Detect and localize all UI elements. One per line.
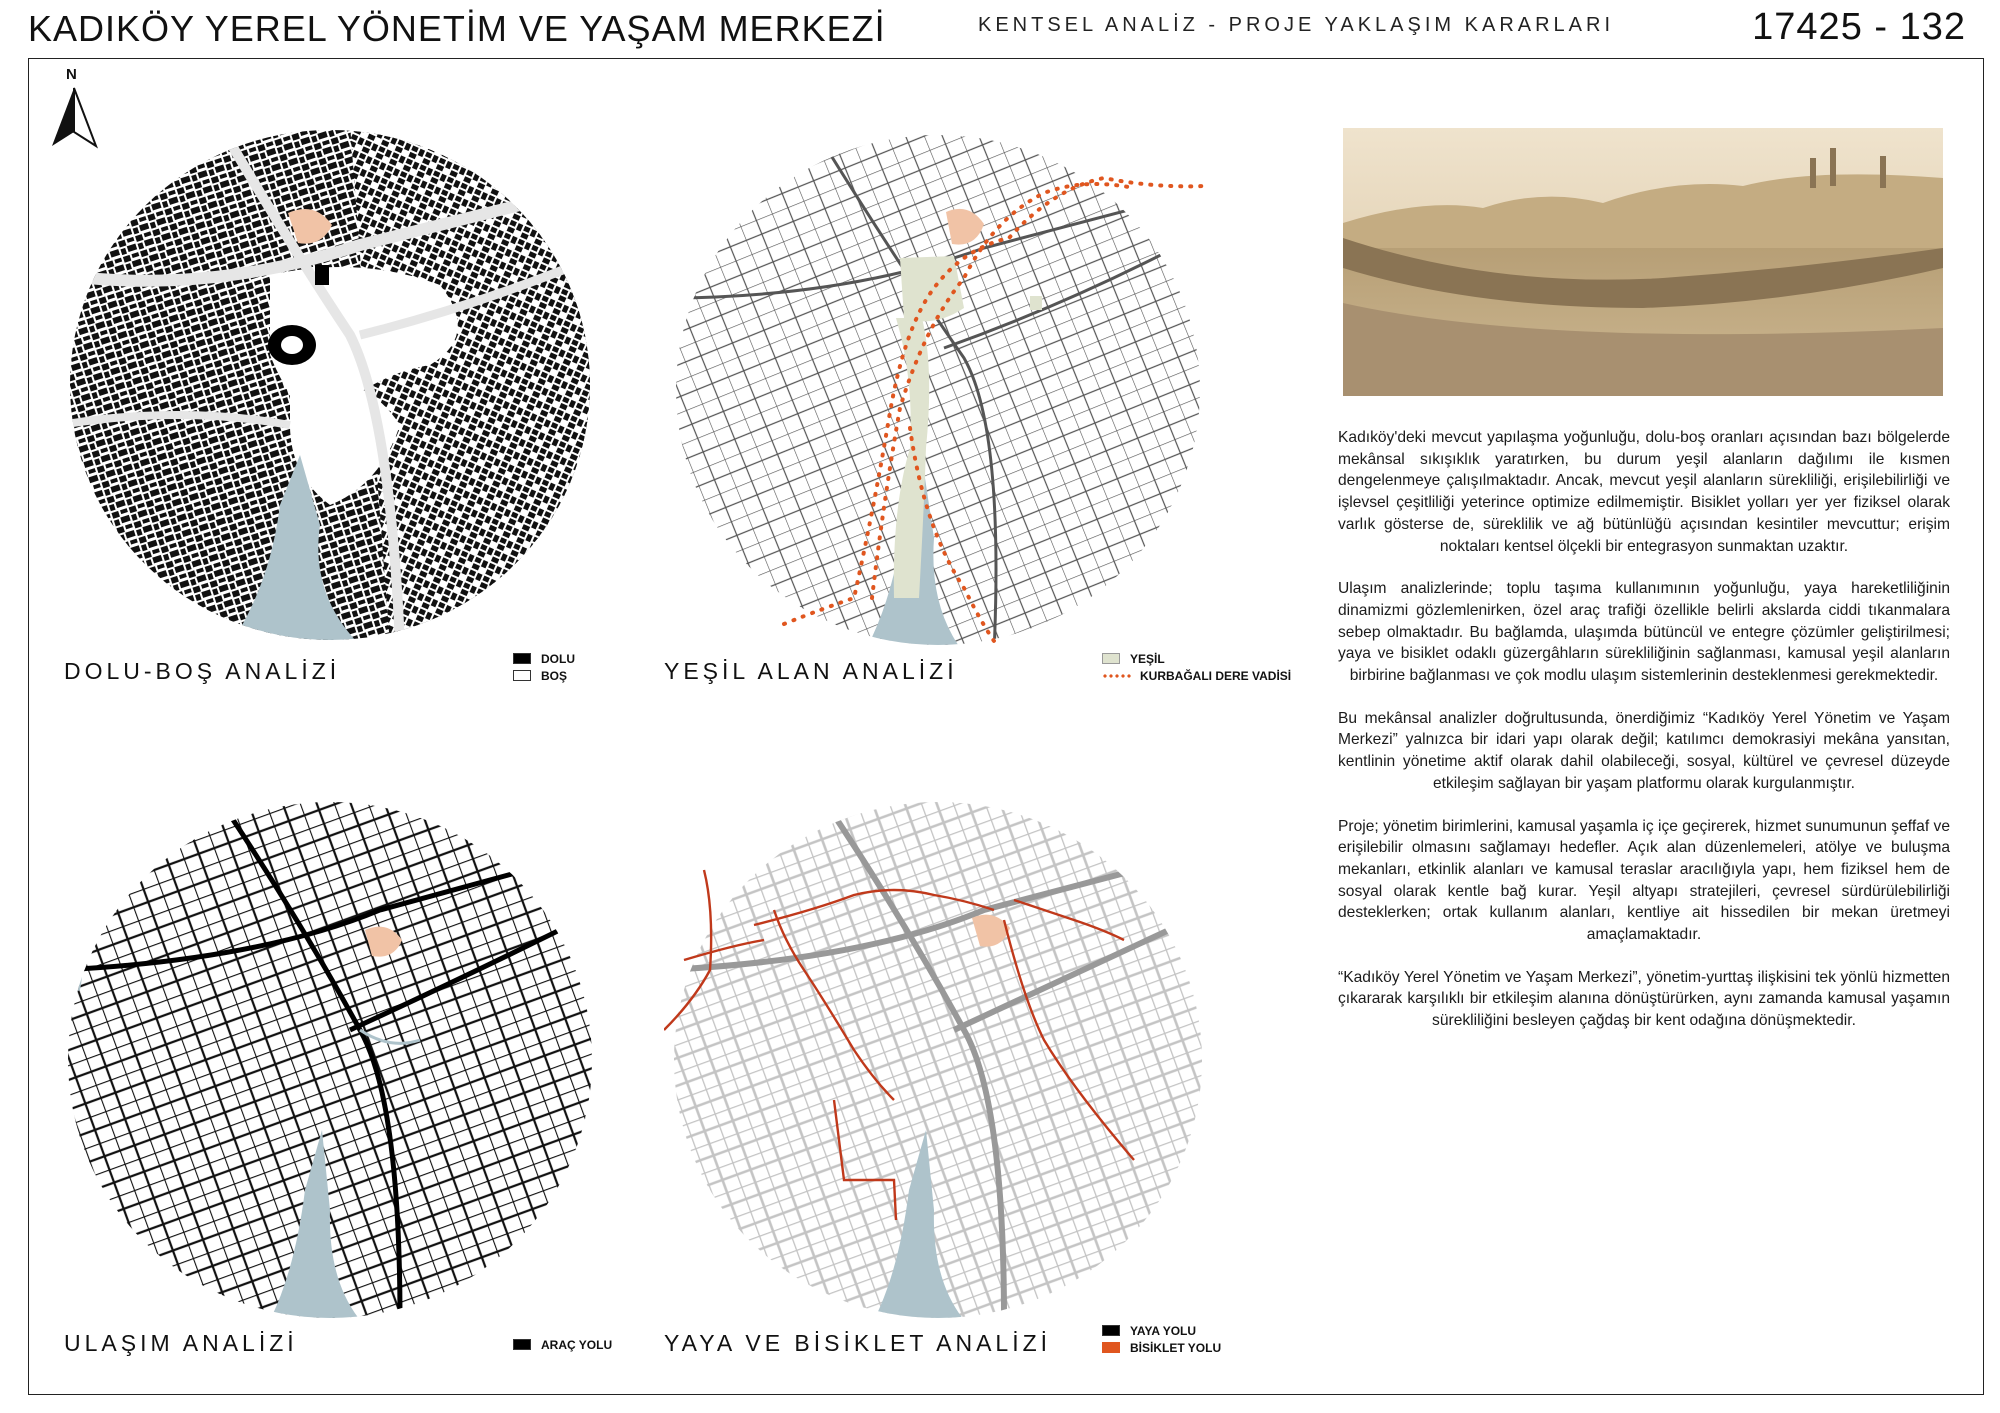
paragraph-2: Ulaşım analizlerinde; toplu taşıma kullanımının yoğunluğu, yaya hareketliliğinin dinamizmi gözlemlenirken, özel araç trafiği özellikle belirli akslarda ciddi tıkanmalara sebep olmaktadır. Bu bağlamda, ulaşımda bütüncül ve entegre çözümler geliştirilmesi; yaya ve bisiklet odaklı güzergâhların sürekliliğinin sağlanması, kamusal yeşil alanların birbirine bağlanması ve çok modlu ulaşım sistemlerinin desteklenmesi gerekmektedir. xyxy=(1338,580,1950,685)
legend-dolu-bos xyxy=(513,650,575,684)
paragraph-1: Kadıköy'deki mevcut yapılaşma yoğunluğu, dolu-boş oranları açısından bazı bölgelerde mekânsal sıkışıklık yaratırken, bu durum yeşil alanların dağılımı ile kısmen dengelenmeye çalışılmaktadır. Ancak, mevcut yeşil alanların sürekliliği, erişilebilirliği ve işlevsel çeşitliliği yeterince optimize edilmemiştir. Bisiklet yolları yer yer fiziksel olarak varlık gösterse de, süreklilik ve ağ bütünlüğü açısından kesintiler mevcuttur; erişim noktaları kentsel ölçekli bir entegrasyon sunmaktan uzaktır. xyxy=(1338,429,1950,555)
page-subtitle: KENTSEL ANALİZ - PROJE YAKLAŞIM KARARLARI xyxy=(978,14,1615,36)
map-label-yesil: YEŞİL ALAN ANALİZİ xyxy=(664,658,958,684)
paragraph-3: Bu mekânsal analizler doğrultusunda, önerdiğimiz “Kadıköy Yerel Yönetim ve Yaşam Merkezi” yalnızca bir idari yapı olarak değil; katılımcı demokrasiyi mekâna yansıtan, kentlinin yönetime aktif olarak dahil olabileceği, sosyal, kültürel ve çevresel düzeyde etkileşim sağlayan bir yaşam platformu olarak kurgulanmıştır. xyxy=(1338,709,1950,792)
legend-swatch-yesil xyxy=(1102,653,1120,664)
legend-label-yaya: YAYA YOLU xyxy=(1130,1323,1197,1338)
legend-label-bos: BOŞ xyxy=(541,668,568,683)
description-text xyxy=(1338,427,1950,1053)
paragraph-5: “Kadıköy Yerel Yönetim ve Yaşam Merkezi”, yönetim-yurttaş ilişkisini tek yönlü hizmetten çıkararak karşılıklı bir etkileşim alanına dönüştürürken, aynı zamanda kamusal yaşamın sürekliliğini besleyen çağdaş bir kent odağına dönüşmektedir. xyxy=(1338,968,1950,1030)
legend-yaya xyxy=(1102,1322,1221,1356)
legend-swatch-bisiklet xyxy=(1102,1342,1120,1353)
legend-label-kurbagali: KURBAĞALI DERE VADİSİ xyxy=(1140,668,1292,683)
page-title: KADIKÖY YEREL YÖNETİM VE YAŞAM MERKEZİ xyxy=(28,8,886,49)
paragraph-4: Proje; yönetim birimlerini, kamusal yaşamla iç içe geçirerek, hizmet sunumunun şeffaf ve erişilebilir olmasını sağlamayı hedefler. Açık alan düzenlemeleri, atölye ve buluşma mekanları, etkinlik alanları ve kamusal teraslar aracılığıyla yapı, hem fiziksel hem de sosyal olarak kentle bağ kurar. Yeşil altyapı stratejileri, çevresel sürdürülebilirliği desteklerken; ortak kullanım alanları, kentliye ait hissedilen bir mekan üretmeyi amaçlamaktadır. xyxy=(1338,817,1950,944)
figure-ground-map xyxy=(60,125,600,645)
legend-yesil xyxy=(1102,650,1291,684)
north-label: N xyxy=(66,66,77,83)
historical-photo xyxy=(1343,128,1943,396)
map-label-yaya: YAYA VE BİSİKLET ANALİZİ xyxy=(664,1330,1052,1356)
legend-label-arac: ARAÇ YOLU xyxy=(541,1337,613,1352)
legend-swatch-kurbagali xyxy=(1102,674,1132,678)
legend-label-yesil: YEŞİL xyxy=(1130,651,1165,666)
pedestrian-bicycle-map xyxy=(664,800,1212,1320)
legend-swatch-arac xyxy=(513,1339,531,1350)
legend-swatch-dolu xyxy=(513,653,531,664)
map-label-dolu-bos: DOLU-BOŞ ANALİZİ xyxy=(64,658,341,684)
transport-map xyxy=(60,800,600,1320)
legend-ulasim xyxy=(513,1336,612,1353)
legend-swatch-yaya xyxy=(1102,1325,1120,1336)
sheet-code: 17425 - 132 xyxy=(1752,6,1966,48)
green-space-map xyxy=(664,128,1212,653)
legend-label-bisiklet: BİSİKLET YOLU xyxy=(1130,1340,1222,1355)
map-label-ulasim: ULAŞIM ANALİZİ xyxy=(64,1330,298,1356)
legend-swatch-bos xyxy=(513,670,531,681)
legend-label-dolu: DOLU xyxy=(541,651,575,666)
